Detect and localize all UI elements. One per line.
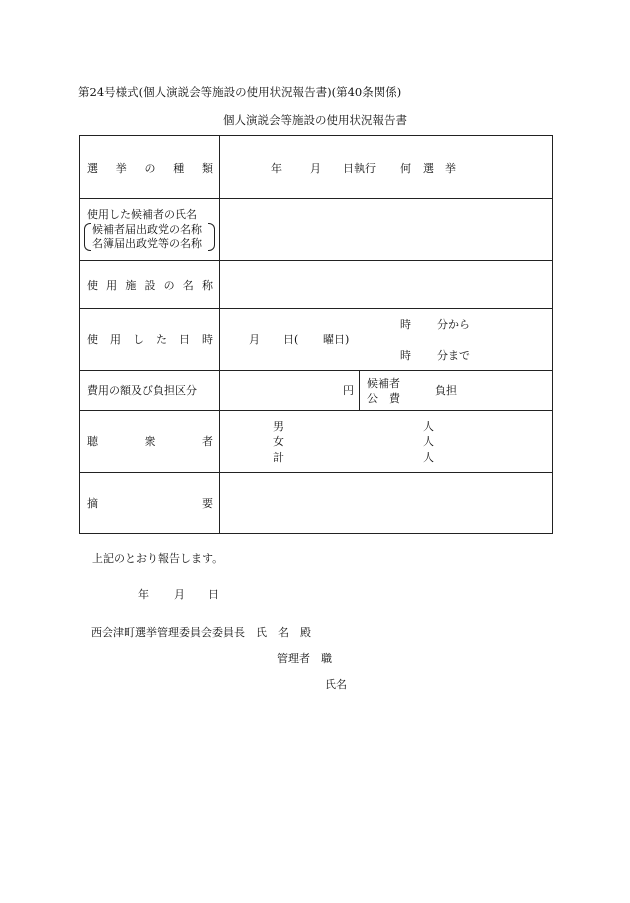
- cost-candidate: 候補者: [367, 377, 400, 390]
- label-list-party: 名簿届出政党等の名称: [92, 237, 202, 250]
- manager-name-label: 氏名: [325, 678, 347, 691]
- addressee: 西会津町選挙管理委員会委員長 氏 名 殿: [91, 626, 311, 639]
- election-day-held: 日執行: [343, 162, 376, 175]
- audience-female: 女: [273, 435, 284, 448]
- usage-start-minute: 分から: [437, 318, 470, 331]
- report-statement: 上記のとおり報告します。: [92, 552, 224, 565]
- left-bracket: [84, 223, 91, 251]
- election-senkyo: 選 挙: [423, 162, 456, 175]
- usage-end-minute: 分まで: [437, 349, 470, 362]
- audience-male: 男: [273, 420, 284, 433]
- row-divider: [80, 308, 552, 309]
- row-divider: [80, 472, 552, 473]
- label-cost: 費用の額及び負担区分: [87, 384, 197, 397]
- report-table: [79, 135, 553, 534]
- form-number: 第24号様式(個人演説会等施設の使用状況報告書)(第40条関係): [78, 85, 402, 99]
- row-divider: [80, 260, 552, 261]
- usage-start-hour: 時: [400, 318, 411, 331]
- column-divider: [219, 136, 220, 533]
- audience-female-unit: 人: [423, 435, 434, 448]
- audience-total-unit: 人: [423, 451, 434, 464]
- date-day-unit: 日: [208, 588, 219, 601]
- audience-total: 計: [273, 451, 284, 464]
- label-candidate-name: 使用した候補者の氏名: [87, 208, 197, 221]
- label-facility-name: 使 用 施 設 の 名 称: [87, 279, 213, 292]
- label-usage-datetime: 使 用 し た 日 時: [87, 333, 213, 346]
- label-audience: 聴 衆 者: [87, 435, 213, 448]
- cost-burden: 負担: [435, 384, 457, 397]
- usage-day-unit: 日(: [283, 333, 299, 346]
- audience-male-unit: 人: [423, 420, 434, 433]
- row-divider: [80, 198, 552, 199]
- document-title: 個人演説会等施設の使用状況報告書: [223, 113, 407, 127]
- label-election-type: 選 挙 の 種 類: [87, 162, 213, 175]
- label-remarks: 摘 要: [87, 497, 213, 510]
- date-year-unit: 年: [138, 588, 149, 601]
- row-divider: [80, 370, 552, 371]
- election-which: 何: [400, 162, 411, 175]
- manager-title: 管理者 職: [277, 652, 332, 665]
- usage-end-hour: 時: [400, 349, 411, 362]
- cost-public: 公 費: [367, 392, 400, 405]
- election-year-unit: 年: [271, 162, 282, 175]
- right-bracket: [208, 223, 215, 251]
- date-month-unit: 月: [174, 588, 185, 601]
- usage-weekday-unit: 曜日): [323, 333, 350, 346]
- usage-month-unit: 月: [249, 333, 260, 346]
- label-candidate-party: 候補者届出政党の名称: [92, 223, 202, 236]
- election-month-unit: 月: [310, 162, 321, 175]
- cost-divider: [359, 370, 360, 410]
- row-divider: [80, 410, 552, 411]
- cost-yen-unit: 円: [343, 384, 354, 397]
